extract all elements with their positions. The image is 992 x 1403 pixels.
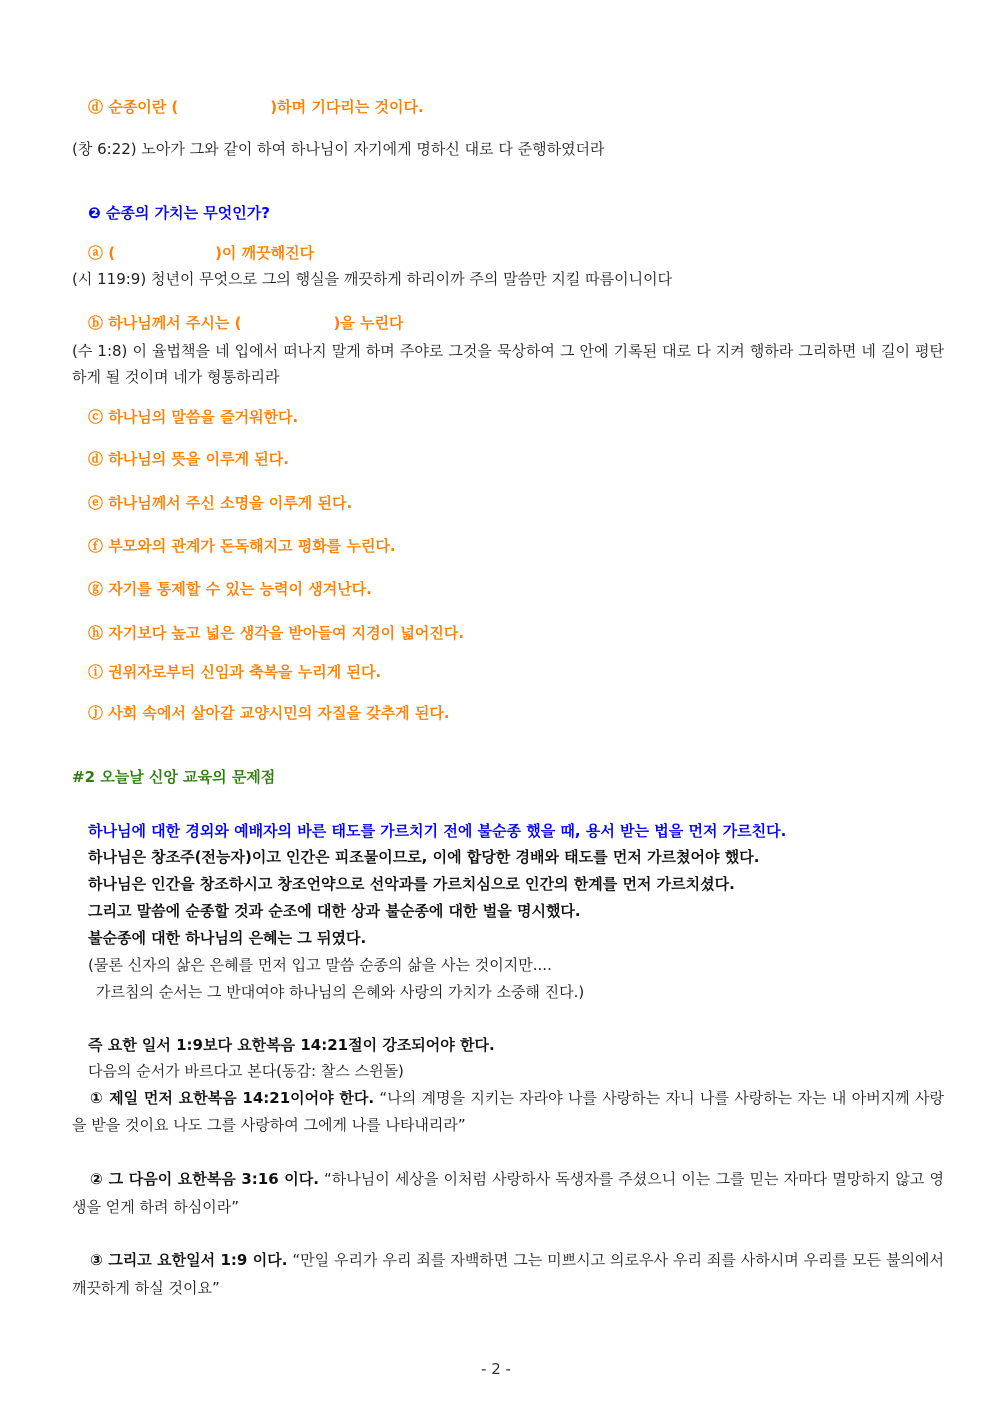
item-d-obey-suffix: )하며 기다리는 것이다. <box>270 98 424 116</box>
page-number: - 2 - <box>481 1360 511 1378</box>
problem-statement: 하나님에 대한 경외와 예배자의 바른 태도를 가르치기 전에 불순종 했을 때, 용서 받는 법을 먼저 가르친다. <box>88 822 787 840</box>
item-a-suffix: )이 깨끗해진다 <box>215 244 315 262</box>
item-e: ⓔ 하나님께서 주신 소명을 이루게 된다. <box>88 494 353 512</box>
question-2-heading: ❷ 순종의 가치는 무엇인가? <box>88 204 270 222</box>
order-item-1-quote: “나의 계명을 지키는 자라야 나를 사랑하는 자니 나를 사랑하는 자는 내 아버지께 사랑을 받을 것이요 나도 그를 사랑하여 그에게 나를 나타내리라” <box>72 1089 944 1134</box>
item-b-prefix: ⓑ 하나님께서 주시는 ( <box>88 314 242 332</box>
order-item-3 <box>72 1246 944 1302</box>
item-h: ⓗ 자기보다 높고 넓은 생각을 받아들여 지경이 넓어진다. <box>88 624 465 642</box>
item-d-obey <box>88 96 424 118</box>
item-d: ⓓ 하나님의 뜻을 이루게 된다. <box>88 450 289 468</box>
verse-joshua: (수 1:8) 이 율법책을 네 입에서 떠나지 말게 하며 주야로 그것을 묵상하여 그 안에 기록된 대로 다 지켜 행하라 그리하면 네 길이 평탄하게 될 것이며 네가 형통하리라 <box>72 342 944 386</box>
paragraph-reward-punishment: 그리고 말씀에 순종할 것과 순조에 대한 상과 불순종에 대한 벌을 명시했다. <box>88 902 581 920</box>
item-g: ⓖ 자기를 통제할 수 있는 능력이 생겨난다. <box>88 580 372 598</box>
order-item-1 <box>72 1085 944 1139</box>
item-b <box>88 312 404 334</box>
item-c: ⓒ 하나님의 말씀을 즐거워한다. <box>88 408 299 426</box>
item-a <box>88 242 314 264</box>
verse-genesis: (창 6:22) 노아가 그와 같이 하여 하나님이 자기에게 명하신 대로 다 준행하였더라 <box>72 140 605 158</box>
item-a-prefix: ⓐ ( <box>88 244 116 262</box>
emphasis-statement: 즉 요한 일서 1:9보다 요한복음 14:21절이 강조되어야 한다. <box>88 1036 495 1054</box>
order-item-2 <box>72 1165 944 1221</box>
order-item-3-quote: “만일 우리가 우리 죄를 자백하면 그는 미쁘시고 의로우사 우리 죄를 사하시며 우리를 모든 불의에서 깨끗하게 하실 것이요” <box>72 1251 944 1297</box>
item-j: ⓙ 사회 속에서 살아갈 교양시민의 자질을 갖추게 된다. <box>88 704 450 722</box>
section-2-heading: #2 오늘날 신앙 교육의 문제점 <box>72 768 276 786</box>
order-item-1-title: ① 제일 먼저 요한복음 14:21이어야 한다. <box>90 1089 375 1107</box>
order-item-2-title: ② 그 다음이 요한복음 3:16 이다. <box>90 1170 319 1188</box>
note-line-1: (물론 신자의 삶은 은혜를 먼저 입고 말씀 순종의 삶을 사는 것이지만.... <box>88 956 552 974</box>
order-item-3-title: ③ 그리고 요한일서 1:9 이다. <box>90 1251 288 1269</box>
order-item-2-quote: “하나님이 세상을 이처럼 사랑하사 독생자를 주셨으니 이는 그를 믿는 자마다 멸망하지 않고 영생을 얻게 하려 하심이라” <box>72 1170 944 1216</box>
verse-psalm: (시 119:9) 청년이 무엇으로 그의 행실을 깨끗하게 하리이까 주의 말씀만 지킬 따름이니이다 <box>72 270 673 288</box>
paragraph-grace-after: 불순종에 대한 하나님의 은혜는 그 뒤였다. <box>88 929 367 947</box>
note-line-2: 가르침의 순서는 그 반대여야 하나님의 은혜와 사랑의 가치가 소중해 진다.) <box>96 983 585 1001</box>
order-intro: 다음의 순서가 바르다고 본다(동감: 찰스 스윈돌) <box>88 1062 404 1080</box>
item-d-obey-prefix: ⓓ 순종이란 ( <box>88 98 179 116</box>
paragraph-creation-covenant: 하나님은 인간을 창조하시고 창조언약으로 선악과를 가르치심으로 인간의 한계를 먼저 가르치셨다. <box>88 875 735 893</box>
item-i: ⓘ 권위자로부터 신임과 축복을 누리게 된다. <box>88 663 382 681</box>
item-f: ⓕ 부모와의 관계가 돈독해지고 평화를 누린다. <box>88 537 396 555</box>
paragraph-creator: 하나님은 창조주(전능자)이고 인간은 피조물이므로, 이에 합당한 경배와 태도를 먼저 가르쳤어야 했다. <box>88 848 760 866</box>
item-b-suffix: )을 누린다 <box>333 314 404 332</box>
